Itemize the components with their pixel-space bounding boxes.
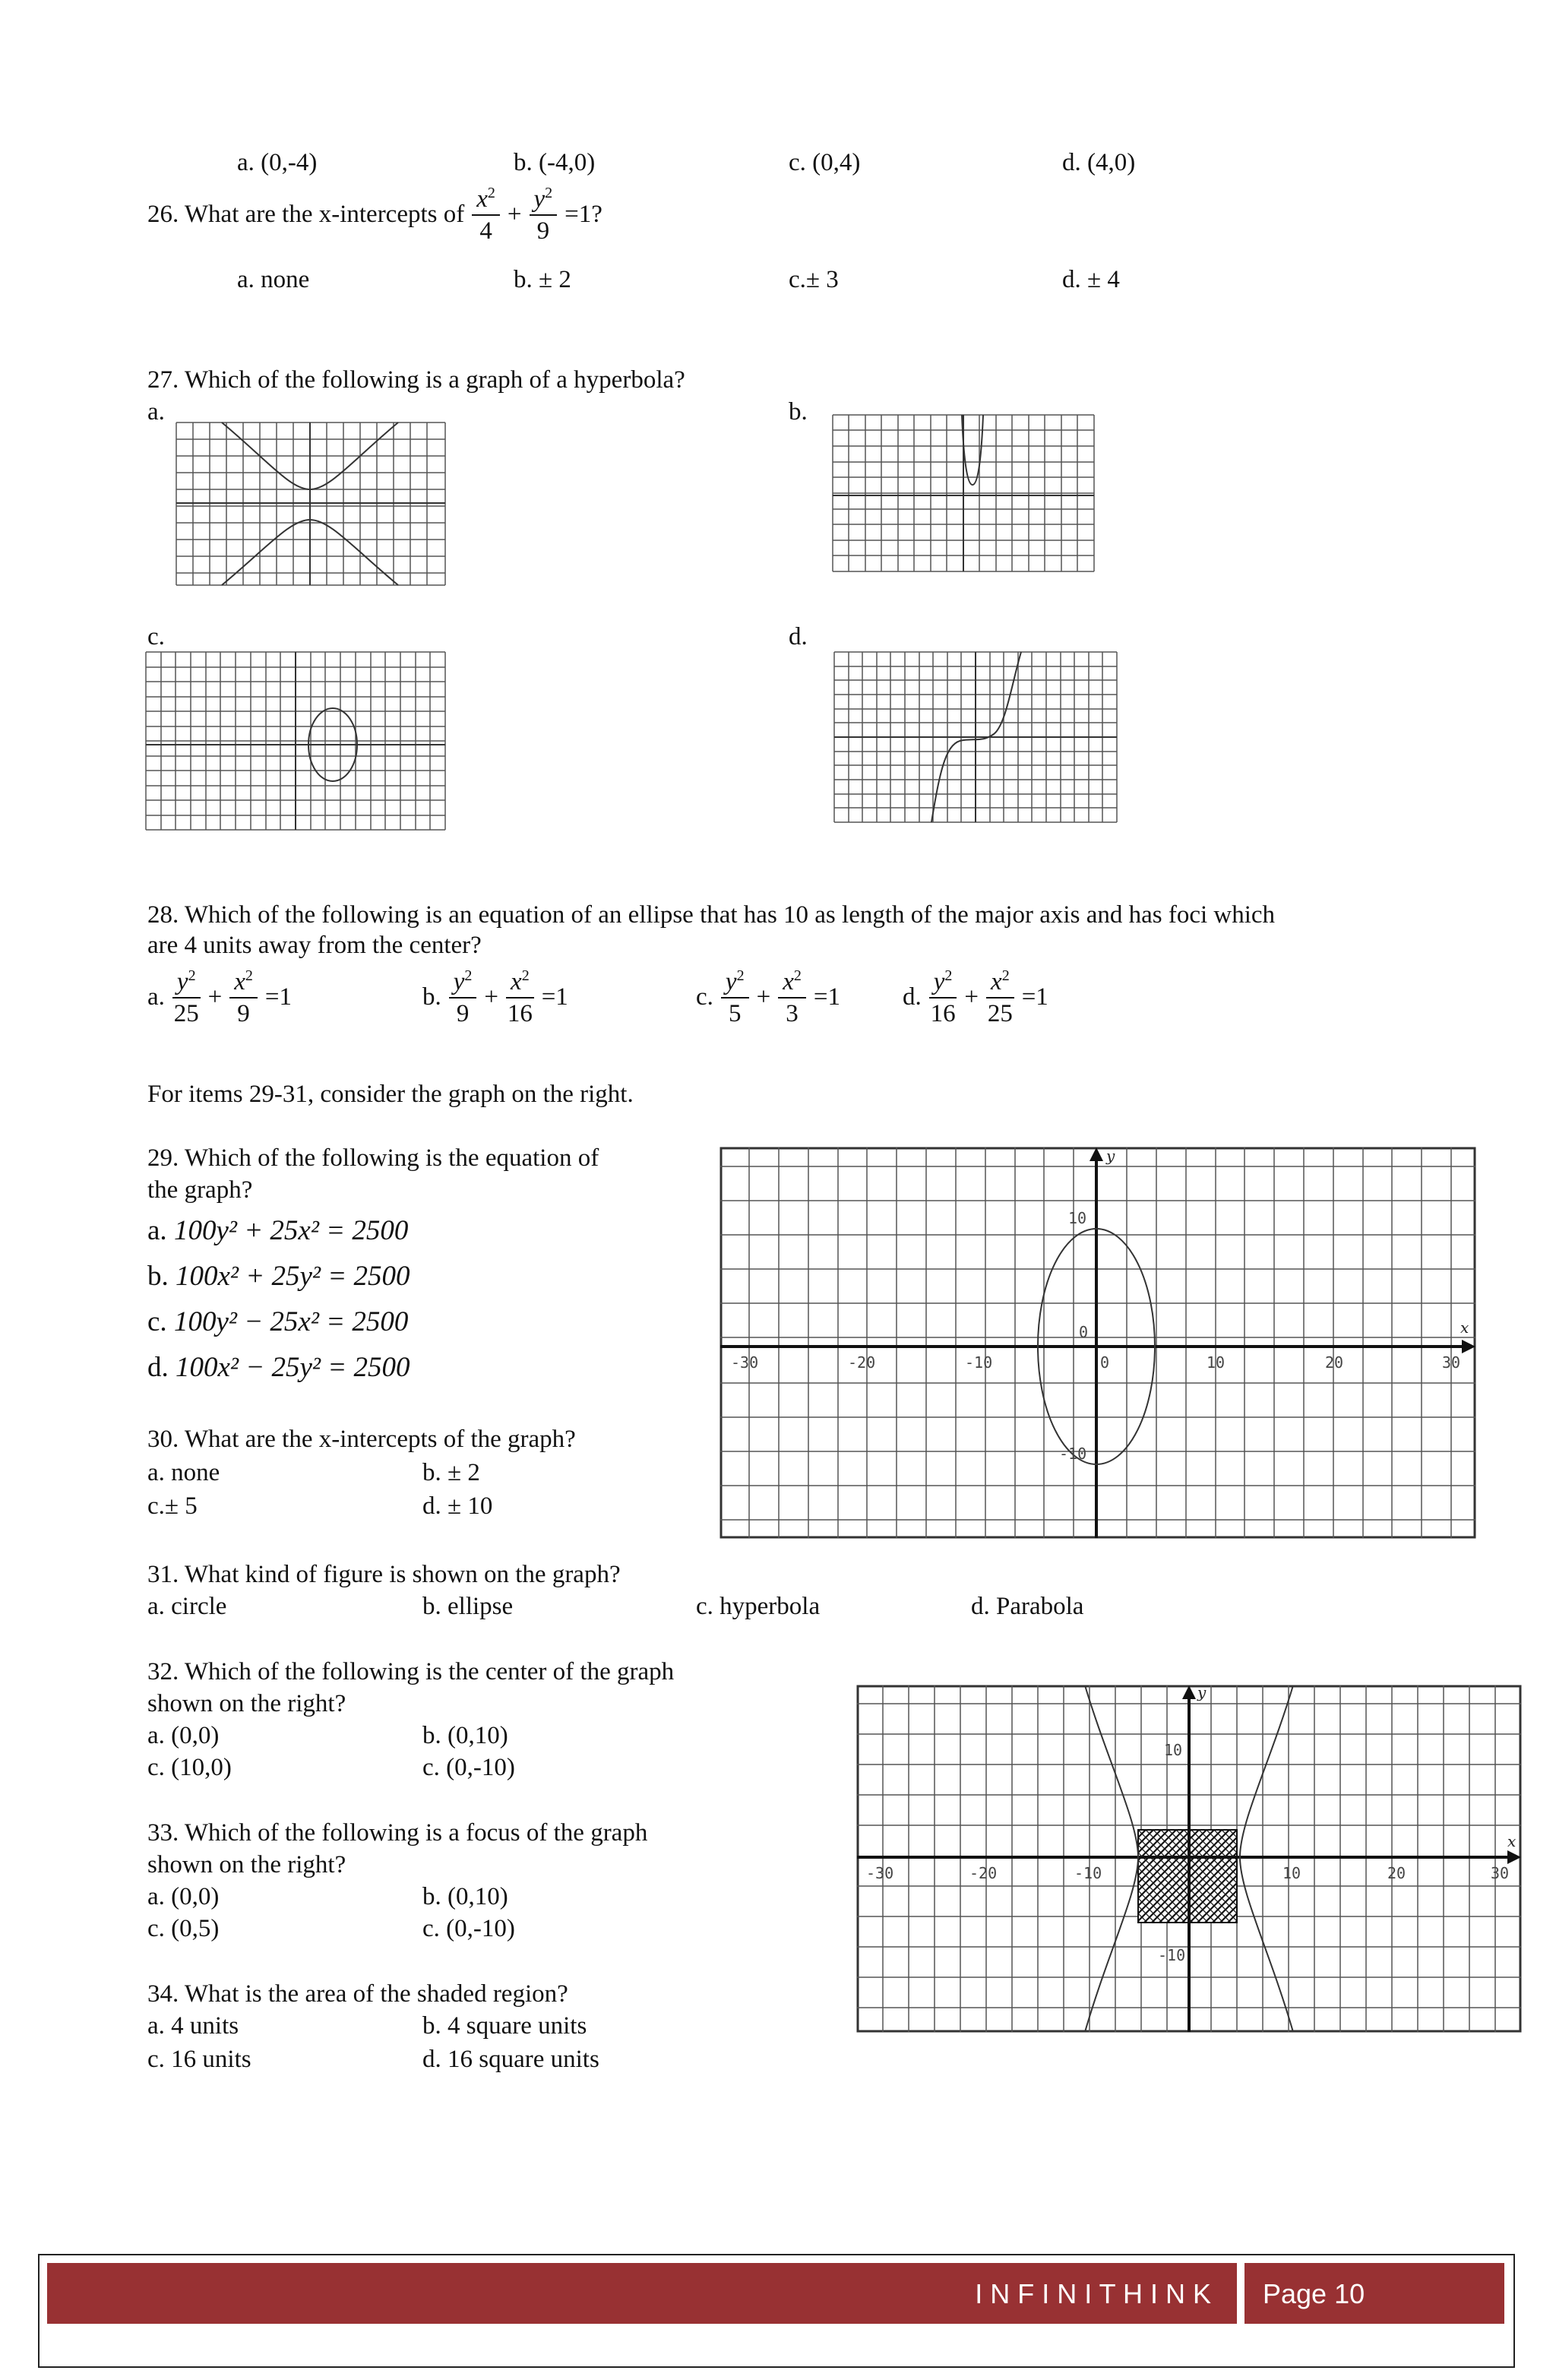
q31-question: 31. What kind of figure is shown on the graph?	[147, 1561, 621, 1588]
graph2-y-label: y	[1197, 1683, 1207, 1701]
graph2-x-tick: -20	[969, 1864, 998, 1882]
q29-line2: the graph?	[147, 1176, 253, 1204]
q28-line1: 28. Which of the following is an equation of an ellipse that has 10 as length of the major axis and has foci which	[147, 901, 1276, 929]
graph2-y-tick: 10	[1164, 1741, 1183, 1759]
q29-option-b: b. 100x² + 25y² = 2500	[147, 1261, 410, 1292]
q25-option-a: a. (0,-4)	[237, 149, 318, 176]
fraction: $\frac{x^2}{4}$	[472, 185, 500, 244]
q32-option-a: a. (0,0)	[147, 1722, 220, 1749]
q27-graph-d	[834, 652, 1117, 822]
graph1-x-label: x	[1460, 1318, 1469, 1337]
graph-hyperbola	[857, 1685, 1521, 2032]
q32-line1: 32. Which of the following is the center of the graph	[147, 1658, 675, 1685]
q33-line2: shown on the right?	[147, 1851, 346, 1878]
graph2-x-label: x	[1507, 1832, 1516, 1850]
q27-graph-b	[833, 415, 1094, 571]
graph-ellipse	[720, 1147, 1475, 1538]
q30-option-c: c.± 5	[147, 1492, 198, 1520]
q27-graph-c	[146, 652, 445, 830]
graph2-x-tick: 20	[1387, 1864, 1406, 1882]
q29-option-a: a. 100y² + 25x² = 2500	[147, 1215, 409, 1246]
q31-option-a: a. circle	[147, 1593, 227, 1620]
graph2-x-tick: 30	[1491, 1864, 1510, 1882]
q27-label-a: a.	[147, 398, 165, 426]
q34-option-b: b. 4 square units	[422, 2012, 587, 2040]
q28-line2: are 4 units away from the center?	[147, 932, 482, 959]
graph2-x-tick: -10	[1074, 1864, 1102, 1882]
q33-option-c: c. (0,5)	[147, 1915, 220, 1942]
q27-question: 27. Which of the following is a graph of a hyperbola?	[147, 366, 685, 394]
graph1-x-tick: -20	[848, 1353, 876, 1372]
q33-line1: 33. Which of the following is a focus of the graph	[147, 1819, 648, 1847]
q25-option-d: d. (4,0)	[1062, 149, 1136, 176]
q26-option-c: c.± 3	[789, 266, 839, 293]
graph2-y-tick: -10	[1158, 1946, 1186, 1964]
q31-option-d: d. Parabola	[971, 1593, 1084, 1620]
q33-option-a: a. (0,0)	[147, 1883, 220, 1910]
q30-option-d: d. ± 10	[422, 1492, 493, 1520]
q29-option-c: c. 100y² − 25x² = 2500	[147, 1306, 409, 1337]
graph1-x-tick: -10	[965, 1353, 993, 1372]
q27-label-d: d.	[789, 623, 808, 650]
q25-option-c: c. (0,4)	[789, 149, 861, 176]
q30-option-b: b. ± 2	[422, 1459, 480, 1486]
graph2-x-tick: -30	[866, 1864, 894, 1882]
graph1-x-tick: 10	[1207, 1353, 1226, 1372]
q29-line1: 29. Which of the following is the equation of	[147, 1144, 599, 1172]
q32-line2: shown on the right?	[147, 1690, 346, 1717]
graph1-x-tick: -30	[731, 1353, 759, 1372]
q34-option-c: c. 16 units	[147, 2046, 251, 2073]
q28-option-c: c. $\frac{y^2}{5}$ + $\frac{x^2}{3}$ =1	[696, 967, 840, 1027]
q33-option-d: c. (0,-10)	[422, 1915, 515, 1942]
q32-option-d: c. (0,-10)	[422, 1754, 515, 1781]
q26-option-d: d. ± 4	[1062, 266, 1120, 293]
q26-question: 26. What are the x-intercepts of $\frac{x^2}{4}$ + $\frac{y^2}{9}$ =1?	[147, 185, 602, 245]
q30-question: 30. What are the x-intercepts of the graph?	[147, 1426, 576, 1453]
q28-option-a: a. $\frac{y^2}{25}$ + $\frac{x^2}{9}$ =1	[147, 967, 292, 1027]
q25-option-b: b. (-4,0)	[514, 149, 596, 176]
q26-option-a: a. none	[237, 266, 310, 293]
q27-label-c: c.	[147, 623, 165, 650]
fraction: $\frac{y^2}{9}$	[530, 185, 558, 244]
footer-brand-bar	[46, 2261, 1238, 2325]
graph1-x-tick: 0	[1100, 1353, 1110, 1372]
q26-prefix: 26. What are the x-intercepts of	[147, 201, 465, 228]
graph1-y-tick: 0	[1079, 1323, 1089, 1341]
q27-label-b: b.	[789, 398, 808, 426]
q28-option-b: b. $\frac{y^2}{9}$ + $\frac{x^2}{16}$ =1	[422, 967, 568, 1027]
intro-29-31: For items 29-31, consider the graph on the right.	[147, 1081, 634, 1108]
q26-option-b: b. ± 2	[514, 266, 571, 293]
q34-question: 34. What is the area of the shaded region?	[147, 1980, 568, 2008]
q34-option-a: a. 4 units	[147, 2012, 239, 2040]
q32-option-b: b. (0,10)	[422, 1722, 508, 1749]
q31-option-b: b. ellipse	[422, 1593, 514, 1620]
graph1-y-label: y	[1106, 1147, 1115, 1165]
footer-page-box	[1243, 2261, 1506, 2325]
footer-brand: I N F I N I T H I N K	[975, 2278, 1211, 2309]
q30-option-a: a. none	[147, 1459, 220, 1486]
graph1-x-tick: 20	[1325, 1353, 1344, 1372]
q32-option-c: c. (10,0)	[147, 1754, 232, 1781]
page-number: Page 10	[1263, 2278, 1365, 2309]
q27-graph-a	[176, 423, 445, 585]
graph1-y-tick: 10	[1068, 1209, 1087, 1227]
q31-option-c: c. hyperbola	[696, 1593, 821, 1620]
graph1-x-tick: 30	[1442, 1353, 1461, 1372]
q26-suffix: =1?	[565, 201, 602, 228]
graph2-x-tick: 10	[1282, 1864, 1301, 1882]
q33-option-b: b. (0,10)	[422, 1883, 508, 1910]
q29-option-d: d. 100x² − 25y² = 2500	[147, 1352, 410, 1383]
graph1-y-tick: -10	[1059, 1445, 1087, 1463]
q28-option-d: d. $\frac{y^2}{16}$ + $\frac{x^2}{25}$ =1	[903, 967, 1048, 1027]
q34-option-d: d. 16 square units	[422, 2046, 599, 2073]
